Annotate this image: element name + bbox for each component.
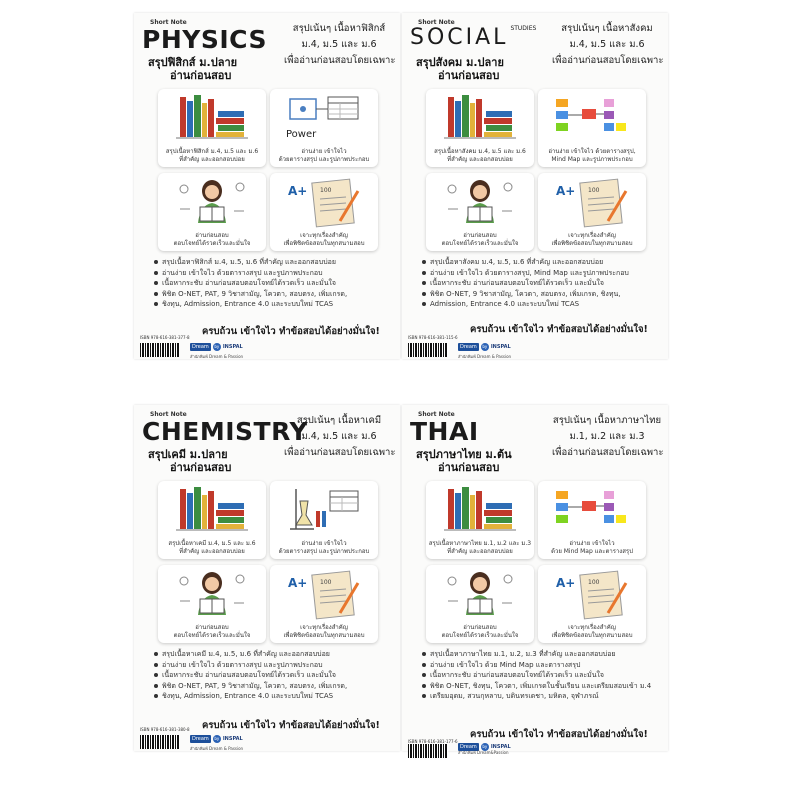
feature-panel [158, 481, 266, 559]
publisher-logo [190, 735, 243, 743]
list-item: พิชิต O-NET, PAT, 9 วิชาสามัญ, โควตา, สอบตรง, เพิ่มเกรด, [154, 681, 394, 692]
feature-caption-line: ด้วยตารางสรุป และรูปภาพประกอบ [278, 548, 370, 555]
intro-text [284, 413, 394, 461]
feature-panel [158, 89, 266, 167]
feature-caption-line: เจาะทุกเรื่องสำคัญ [568, 232, 616, 239]
logo-by: by [214, 736, 220, 741]
isbn-label: ISBN 978-616-381-177-6 [408, 739, 458, 744]
series-label: Short Note [150, 19, 187, 26]
slogan: ครบถ้วน เข้าใจไว ทำข้อสอบได้อย่างมั่นใจ! [202, 326, 380, 337]
book-subtitle: สรุปฟิสิกส์ ม.ปลาย [148, 56, 238, 69]
feature-caption-line: ด้วย Mind Map และตารางสรุป [551, 548, 633, 555]
svg-text:A+: A+ [556, 184, 576, 198]
slogan: ครบถ้วน เข้าใจไว ทำข้อสอบได้อย่างมั่นใจ! [470, 729, 648, 740]
feature-panel [270, 481, 378, 559]
list-item: เนื้อหากระชับ อ่านก่อนสอบตอบโจทย์ได้รวดเร็ว และมั่นใจ [422, 278, 662, 289]
intro-line: ม.1, ม.2 และ ม.3 [569, 431, 645, 442]
book-title-text: SOCIAL [410, 25, 509, 50]
intro-line: สรุปเน้นๆ เนื้อหาสังคม [561, 23, 653, 34]
isbn-label: ISBN 978-616-381-377-8 [140, 335, 190, 340]
list-item: สรุปเนื้อหาเคมี ม.4, ม.5, ม.6 ที่สำคัญ และออกสอบบ่อย [154, 649, 394, 660]
intro-line: ม.4, ม.5 และ ม.6 [301, 431, 377, 442]
logo-inspal: INSPAL [222, 736, 243, 742]
feature-panel [270, 89, 378, 167]
intro-line: สรุปเน้นๆ เนื้อหาเคมี [296, 415, 382, 426]
feature-caption-line: อ่านง่าย เข้าใจไว ด้วยตารางสรุป, [548, 148, 636, 155]
feature-caption-line: ตอบโจทย์ได้รวดเร็วและมั่นใจ [441, 240, 519, 247]
feature-caption [428, 540, 532, 556]
logo-dream: Dream [192, 736, 209, 742]
feature-caption-line: Mind Map และรูปภาพประกอบ [551, 156, 633, 163]
list-item: เนื้อหากระชับ อ่านก่อนสอบตอบโจทย์ได้รวดเร็ว และมั่นใจ [154, 278, 394, 289]
feature-caption [540, 540, 644, 556]
publisher-name: สำนักพิมพ์ Dream & Passion [190, 354, 244, 359]
book-title-text: PHYSICS [142, 25, 267, 54]
feature-caption-line: สรุปเนื้อหาภาษาไทย ม.1, ม.2 และ ม.3 [428, 540, 532, 547]
list-item: พิชิต O-NET, PAT, 9 วิชาสามัญ, โควตา, สอบตรง, เพิ่มเกรด, [154, 289, 394, 300]
feature-caption-line: สรุปเนื้อหาสังคม ม.4, ม.5 และ ม.6 [434, 148, 526, 155]
feature-caption [540, 624, 644, 640]
feature-panel [270, 173, 378, 251]
book-title [410, 417, 479, 446]
book-subtitle-sub: อ่านก่อนสอบ [438, 461, 500, 474]
list-item: อ่านง่าย เข้าใจไว ด้วยตารางสรุป และรูปภาพประกอบ [154, 660, 394, 671]
book-subtitle: สรุปภาษาไทย ม.ต้น [416, 448, 512, 461]
feature-panel [426, 89, 534, 167]
intro-text [552, 21, 662, 69]
feature-caption-line: สรุปเนื้อหาเคมี ม.4, ม.5 และ ม.6 [168, 540, 256, 547]
feature-caption-line: อ่านง่าย เข้าใจไว [301, 148, 347, 155]
list-item: อ่านง่าย เข้าใจไว ด้วยตารางสรุป, Mind Map และรูปภาพประกอบ [422, 268, 662, 279]
logo-by: by [214, 344, 220, 349]
publisher-logo [458, 343, 511, 351]
list-item: สรุปเนื้อหาภาษาไทย ม.1, ม.2, ม.3 ที่สำคัญ และออกสอบบ่อย [422, 649, 662, 660]
feature-caption-line: เจาะทุกเรื่องสำคัญ [300, 232, 348, 239]
book-title-text: CHEMISTRY [142, 417, 309, 446]
slogan: ครบถ้วน เข้าใจไว ทำข้อสอบได้อย่างมั่นใจ! [470, 324, 648, 335]
list-item: เตรียมอุดม, สวนกุหลาบ, บดินทรเดชา, มหิดล, จุฬาภรณ์ [422, 691, 662, 702]
feature-caption-line: ตอบโจทย์ได้รวดเร็วและมั่นใจ [173, 240, 251, 247]
feature-caption [428, 624, 532, 640]
svg-text:A+: A+ [288, 184, 308, 198]
feature-caption-line: สรุปเนื้อหาฟิสิกส์ ม.4, ม.5 และ ม.6 [165, 148, 259, 155]
book-subtitle-sub: อ่านก่อนสอบ [170, 69, 232, 82]
book-title-text: THAI [410, 417, 479, 446]
feature-caption-line: อ่านก่อนสอบ [463, 624, 497, 631]
svg-text:100: 100 [320, 187, 332, 194]
publisher-logo [190, 343, 243, 351]
list-item: สรุปเนื้อหาสังคม ม.4, ม.5, ม.6 ที่สำคัญ และออกสอบบ่อย [422, 257, 662, 268]
logo-by: by [482, 744, 488, 749]
publisher-name: สำนักพิมพ์ Dream & Passion [190, 746, 244, 751]
intro-text [284, 21, 394, 69]
logo-dream: Dream [460, 744, 477, 750]
series-label: Short Note [418, 19, 455, 26]
isbn-label: ISBN 978-616-381-115-6 [408, 335, 458, 340]
feature-panel [538, 481, 646, 559]
list-item: สรุปเนื้อหาฟิสิกส์ ม.4, ม.5, ม.6 ที่สำคัญ และออกสอบบ่อย [154, 257, 394, 268]
feature-caption [428, 148, 532, 164]
isbn-label: ISBN 978-616-381-380-8 [140, 727, 190, 732]
list-item: อ่านง่าย เข้าใจไว ด้วยตารางสรุป และรูปภาพประกอบ [154, 268, 394, 279]
feature-panel [270, 565, 378, 643]
feature-list [154, 257, 394, 310]
feature-caption [428, 232, 532, 248]
list-item: เนื้อหากระชับ อ่านก่อนสอบตอบโจทย์ได้รวดเร็ว และมั่นใจ [154, 670, 394, 681]
publisher-name: สำนักพิมพ์ Dream&Passion [458, 750, 509, 755]
feature-caption [272, 624, 376, 640]
book-cover[interactable] [402, 13, 668, 359]
intro-line: เพื่ออ่านก่อนสอบโดยเฉพาะ [552, 447, 664, 458]
barcode [140, 343, 180, 357]
feature-list [422, 649, 662, 702]
feature-panel [158, 565, 266, 643]
feature-caption [272, 232, 376, 248]
svg-text:100: 100 [320, 579, 332, 586]
feature-caption-line: เจาะทุกเรื่องสำคัญ [568, 624, 616, 631]
feature-caption [540, 148, 644, 164]
feature-panel [538, 89, 646, 167]
list-item: พิชิต O-NET, ชิงทุน, โควตา, เพิ่มเกรดในชั้นเรียน และเตรียมสอบเข้า ม.4 [422, 681, 662, 692]
book-cover[interactable] [402, 405, 668, 755]
feature-caption-line: เพื่อพิชิตข้อสอบในทุกสนามสอบ [283, 632, 365, 639]
list-item: พิชิต O-NET, 9 วิชาสามัญ, โควตา, สอบตรง, เพิ่มเกรด, ชิงทุน, [422, 289, 662, 300]
feature-list [154, 649, 394, 702]
feature-caption-line: ที่สำคัญ และออกสอบบ่อย [179, 548, 245, 555]
feature-panel [426, 481, 534, 559]
barcode [408, 343, 448, 357]
feature-caption-line: เจาะทุกเรื่องสำคัญ [300, 624, 348, 631]
feature-caption [160, 624, 264, 640]
book-title [142, 25, 267, 54]
intro-line: ม.4, ม.5 และ ม.6 [569, 39, 645, 50]
feature-caption-line: เพื่อพิชิตข้อสอบในทุกสนามสอบ [283, 240, 365, 247]
intro-line: สรุปเน้นๆ เนื้อหาภาษาไทย [552, 415, 662, 426]
book-subtitle-sub: อ่านก่อนสอบ [438, 69, 500, 82]
intro-line: เพื่ออ่านก่อนสอบโดยเฉพาะ [284, 447, 396, 458]
feature-caption-line: ที่สำคัญ และออกสอบบ่อย [179, 156, 245, 163]
feature-list [422, 257, 662, 310]
svg-text:100: 100 [588, 579, 600, 586]
barcode [140, 735, 180, 749]
logo-inspal: INSPAL [490, 344, 511, 350]
book-cover[interactable] [134, 13, 400, 359]
feature-caption-line: อ่านง่าย เข้าใจไว [301, 540, 347, 547]
feature-panel [426, 565, 534, 643]
feature-caption-line: เพื่อพิชิตข้อสอบในทุกสนามสอบ [551, 240, 633, 247]
feature-caption [272, 148, 376, 164]
list-item: Admission, Entrance 4.0 และระบบใหม่ TCAS [422, 299, 662, 310]
intro-text [552, 413, 662, 461]
slogan: ครบถ้วน เข้าใจไว ทำข้อสอบได้อย่างมั่นใจ! [202, 720, 380, 731]
feature-caption-line: เพื่อพิชิตข้อสอบในทุกสนามสอบ [551, 632, 633, 639]
feature-caption [160, 148, 264, 164]
feature-panel [426, 173, 534, 251]
barcode [408, 744, 448, 758]
logo-by: by [482, 344, 488, 349]
publisher-name: สำนักพิมพ์ Dream & Passion [458, 354, 512, 359]
intro-line: เพื่ออ่านก่อนสอบโดยเฉพาะ [552, 55, 664, 66]
feature-caption-line: ด้วยตารางสรุป และรูปภาพประกอบ [278, 156, 370, 163]
intro-line: สรุปเน้นๆ เนื้อหาฟิสิกส์ [292, 23, 386, 34]
book-title [410, 25, 536, 50]
feature-caption-line: อ่านก่อนสอบ [463, 232, 497, 239]
feature-caption-line: ที่สำคัญ และออกสอบบ่อย [447, 548, 513, 555]
feature-panel [538, 565, 646, 643]
feature-caption-line: อ่านง่าย เข้าใจไว [569, 540, 615, 547]
list-item: ชิงทุน, Admission, Entrance 4.0 และระบบใหม่ TCAS [154, 299, 394, 310]
svg-text:100: 100 [588, 187, 600, 194]
book-title-tag: STUDIES [510, 25, 537, 32]
book-subtitle-sub: อ่านก่อนสอบ [170, 461, 232, 474]
book-cover[interactable] [134, 405, 400, 751]
svg-text:A+: A+ [556, 576, 576, 590]
intro-line: เพื่ออ่านก่อนสอบโดยเฉพาะ [284, 55, 396, 66]
feature-panel [538, 173, 646, 251]
logo-dream: Dream [460, 344, 477, 350]
list-item: เนื้อหากระชับ อ่านก่อนสอบตอบโจทย์ได้รวดเร็ว และมั่นใจ [422, 670, 662, 681]
feature-caption-line: ที่สำคัญ และออกสอบบ่อย [447, 156, 513, 163]
list-item: อ่านง่าย เข้าใจไว ด้วย Mind Map และตารางสรุป [422, 660, 662, 671]
feature-panel [158, 173, 266, 251]
feature-caption-line: ตอบโจทย์ได้รวดเร็วและมั่นใจ [441, 632, 519, 639]
feature-caption-line: อ่านก่อนสอบ [195, 624, 229, 631]
intro-line: ม.4, ม.5 และ ม.6 [301, 39, 377, 50]
feature-caption [272, 540, 376, 556]
book-subtitle: สรุปเคมี ม.ปลาย [148, 448, 228, 461]
list-item: ชิงทุน, Admission, Entrance 4.0 และระบบใหม่ TCAS [154, 691, 394, 702]
svg-text:A+: A+ [288, 576, 308, 590]
feature-caption [160, 232, 264, 248]
feature-caption-line: ตอบโจทย์ได้รวดเร็วและมั่นใจ [173, 632, 251, 639]
series-label: Short Note [150, 411, 187, 418]
feature-caption [540, 232, 644, 248]
logo-dream: Dream [192, 344, 209, 350]
logo-inspal: INSPAL [490, 744, 511, 750]
feature-caption [160, 540, 264, 556]
svg-text:Power: Power [286, 129, 317, 140]
book-subtitle: สรุปสังคม ม.ปลาย [416, 56, 504, 69]
feature-caption-line: อ่านก่อนสอบ [195, 232, 229, 239]
logo-inspal: INSPAL [222, 344, 243, 350]
series-label: Short Note [418, 411, 455, 418]
